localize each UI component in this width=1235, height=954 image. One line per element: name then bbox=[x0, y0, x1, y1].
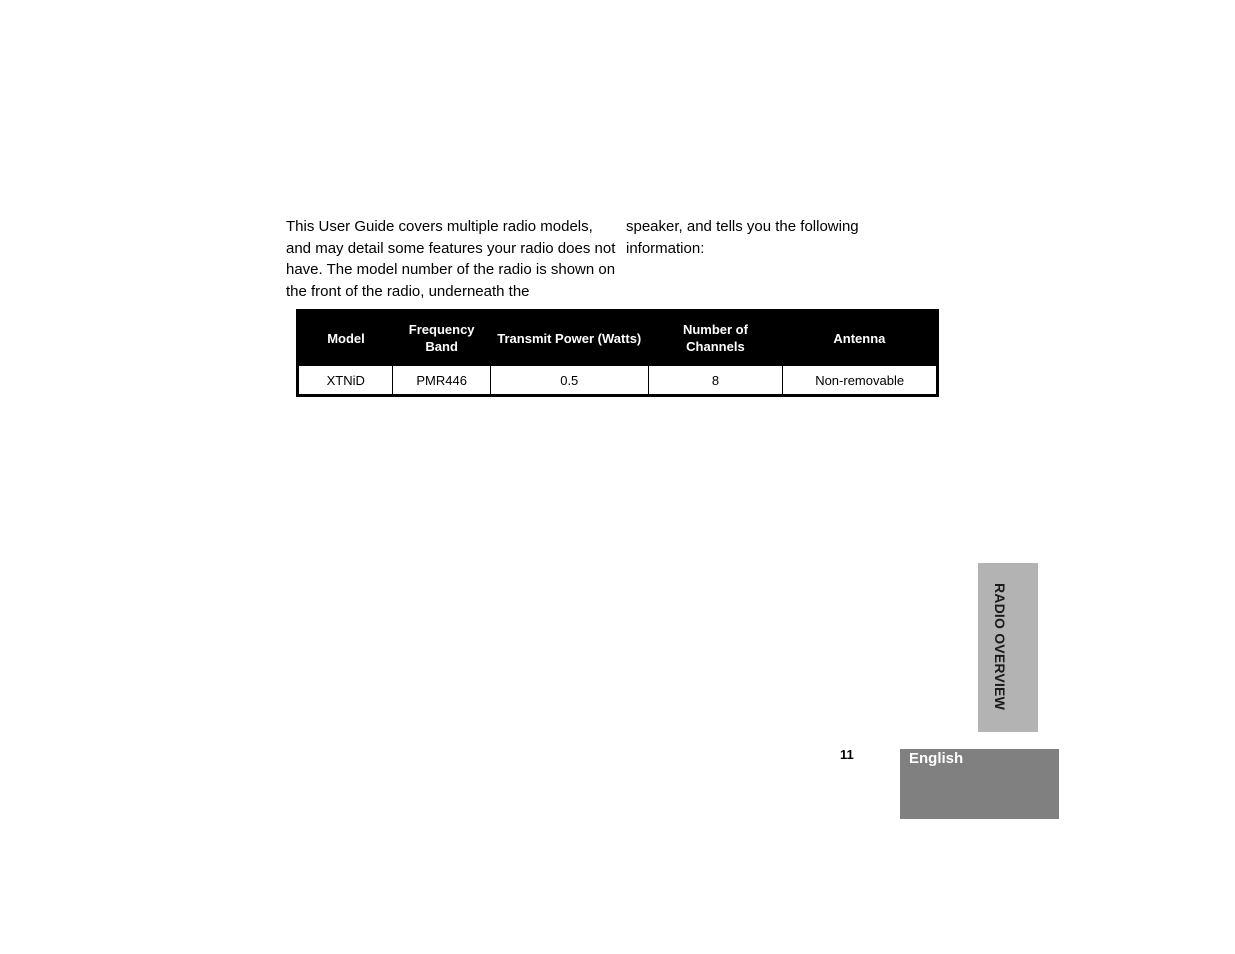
language-tab-label: English bbox=[909, 750, 964, 767]
header-frequency-band: Frequency Band bbox=[393, 311, 490, 366]
header-number-of-channels: Number of Channels bbox=[648, 311, 783, 366]
language-tab bbox=[900, 749, 1059, 819]
header-model: Model bbox=[298, 311, 393, 366]
body-text-right-column: speaker, and tells you the following information: bbox=[626, 218, 859, 257]
radio-spec-table bbox=[296, 309, 939, 397]
header-transmit-power: Transmit Power (Watts) bbox=[490, 311, 648, 366]
section-side-tab bbox=[978, 563, 1038, 732]
cell-frequency-band: PMR446 bbox=[393, 365, 490, 396]
page-number: 11 bbox=[840, 747, 854, 762]
cell-number-of-channels: 8 bbox=[648, 365, 783, 396]
cell-antenna: Non-removable bbox=[783, 365, 938, 396]
header-antenna: Antenna bbox=[783, 311, 938, 366]
section-side-tab-label: RADIO OVERVIEW bbox=[992, 583, 1008, 711]
cell-transmit-power: 0.5 bbox=[490, 365, 648, 396]
table-row bbox=[298, 365, 938, 396]
cell-model: XTNiD bbox=[298, 365, 393, 396]
table-header-row bbox=[298, 311, 938, 366]
body-text-left-column: This User Guide covers multiple radio models, and may detail some features your radio does not have. The model number of the radio is shown on the front of the radio, underneath the bbox=[286, 218, 616, 300]
